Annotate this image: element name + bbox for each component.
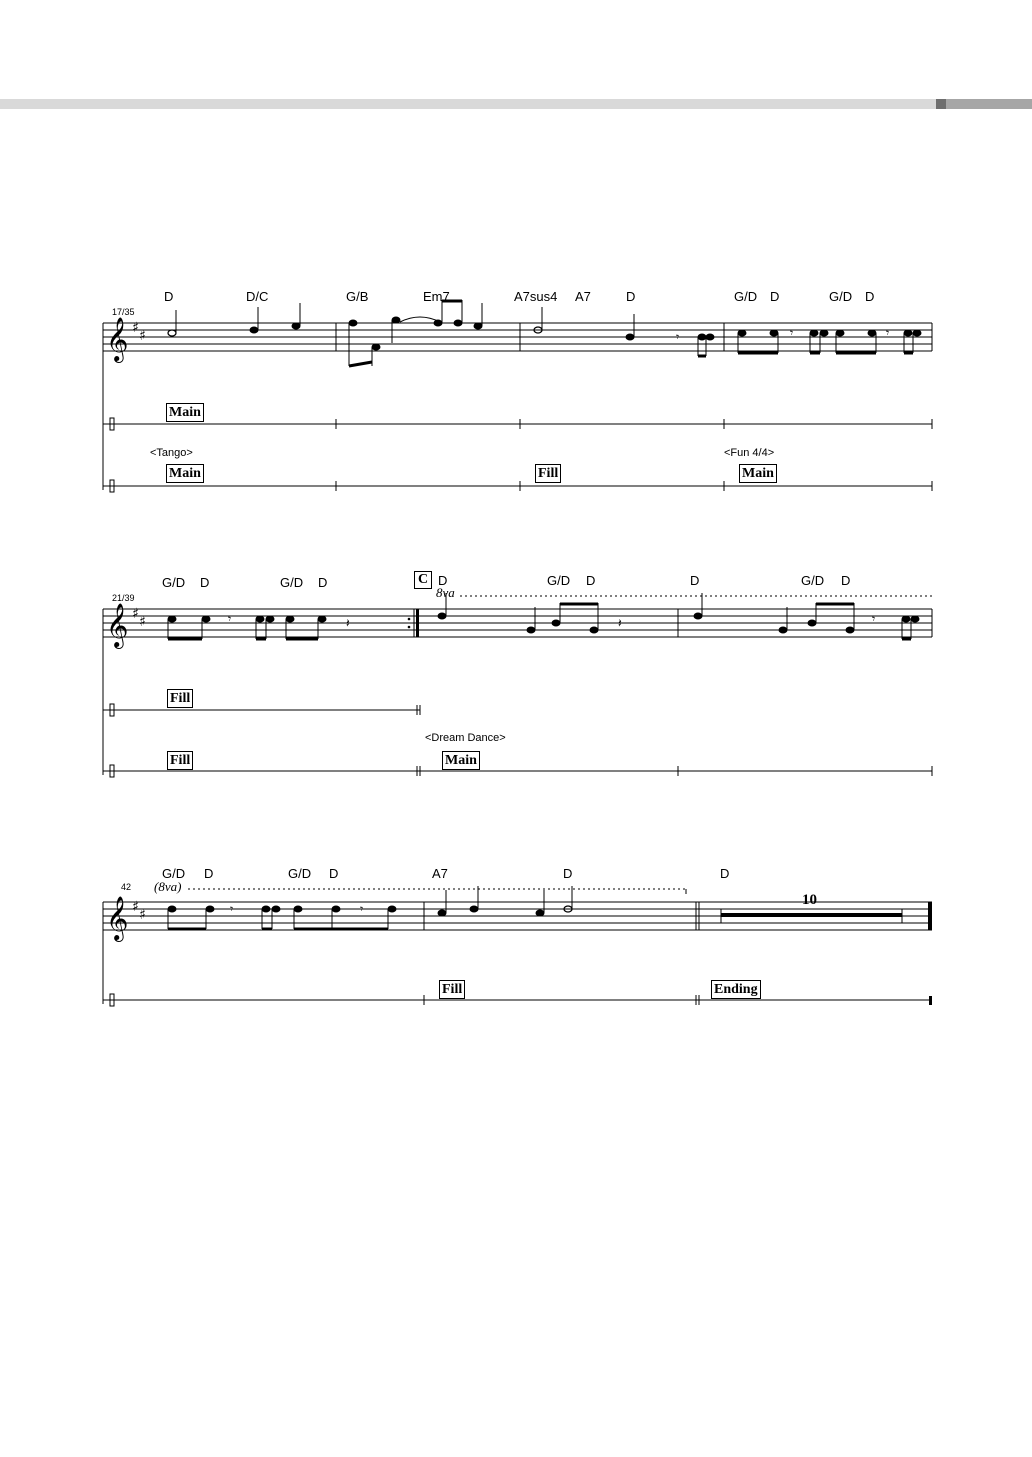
svg-text:𝄞: 𝄞 xyxy=(106,896,129,940)
section-box-main: Main xyxy=(166,403,204,422)
svg-text:♯: ♯ xyxy=(132,899,139,915)
chord-symbol: D xyxy=(690,573,700,588)
octave-mark: 8va xyxy=(436,585,455,600)
chord-symbol: D xyxy=(438,573,448,588)
section-box-fill: Fill xyxy=(167,689,193,708)
chord-symbol: A7sus4 xyxy=(514,289,558,304)
chord-symbol: G/D xyxy=(288,866,312,881)
section-box-fill: Fill xyxy=(439,980,465,999)
measure-number: 21/39 xyxy=(112,593,135,603)
chord-symbol: D xyxy=(720,866,730,881)
section-box-main: Main xyxy=(442,751,480,770)
svg-text:𝄾: 𝄾 xyxy=(228,612,232,626)
chord-symbol: G/D xyxy=(829,289,853,304)
chord-symbol: G/D xyxy=(801,573,825,588)
chord-symbol: D xyxy=(200,575,210,590)
chord-symbol: D xyxy=(329,866,339,881)
chord-symbol: G/D xyxy=(547,573,571,588)
chord-symbol: D xyxy=(586,573,596,588)
svg-text:♯: ♯ xyxy=(132,320,139,336)
svg-text:♯: ♯ xyxy=(139,328,146,344)
svg-text:𝄞: 𝄞 xyxy=(106,603,129,647)
chord-symbol: D xyxy=(841,573,851,588)
chord-symbol: G/D xyxy=(162,575,186,590)
style-name: <Fun 4/4> xyxy=(724,447,775,459)
chord-symbol: D xyxy=(563,866,573,881)
section-box-fill: Fill xyxy=(535,464,561,483)
chord-symbol: G/D xyxy=(280,575,304,590)
svg-text:♯: ♯ xyxy=(139,614,146,630)
chord-symbol: D xyxy=(204,866,214,881)
svg-text:𝄽: 𝄽 xyxy=(346,616,350,630)
section-box-main: Main xyxy=(166,464,204,483)
chord-symbol: A7 xyxy=(432,866,448,881)
svg-text:𝄽: 𝄽 xyxy=(618,616,622,630)
style-name: <Dream Dance> xyxy=(425,732,506,744)
measure-number: 17/35 xyxy=(112,307,135,317)
chord-symbol: D/C xyxy=(246,289,269,304)
chord-symbol: A7 xyxy=(575,289,591,304)
multi-measure-rest-count: 10 xyxy=(802,892,817,908)
section-box-main: Main xyxy=(739,464,777,483)
chord-symbol: G/B xyxy=(346,289,369,304)
chord-symbol: D xyxy=(865,289,875,304)
svg-text:𝄾: 𝄾 xyxy=(872,612,876,626)
rehearsal-mark: C xyxy=(414,571,432,589)
svg-text:𝄾: 𝄾 xyxy=(230,902,234,916)
chord-symbol: D xyxy=(164,289,174,304)
svg-text:𝄾: 𝄾 xyxy=(360,902,364,916)
chord-symbol: D xyxy=(770,289,780,304)
chord-symbol: Em7 xyxy=(423,289,450,304)
chord-symbol: D xyxy=(318,575,328,590)
section-box-ending: Ending xyxy=(711,980,761,999)
chord-symbol: G/D xyxy=(734,289,758,304)
svg-text:𝄞: 𝄞 xyxy=(106,317,129,361)
svg-text:𝄾: 𝄾 xyxy=(676,330,680,344)
section-box-fill: Fill xyxy=(167,751,193,770)
style-name: <Tango> xyxy=(150,447,193,459)
svg-text:♯: ♯ xyxy=(139,907,146,923)
measure-number: 42 xyxy=(121,882,132,892)
svg-text:𝄾: 𝄾 xyxy=(790,326,794,340)
chord-symbol: G/D xyxy=(162,866,186,881)
chord-symbol: D xyxy=(626,289,636,304)
svg-text:♯: ♯ xyxy=(132,606,139,622)
svg-text:𝄾: 𝄾 xyxy=(886,326,890,340)
octave-mark: (8va) xyxy=(154,879,182,894)
